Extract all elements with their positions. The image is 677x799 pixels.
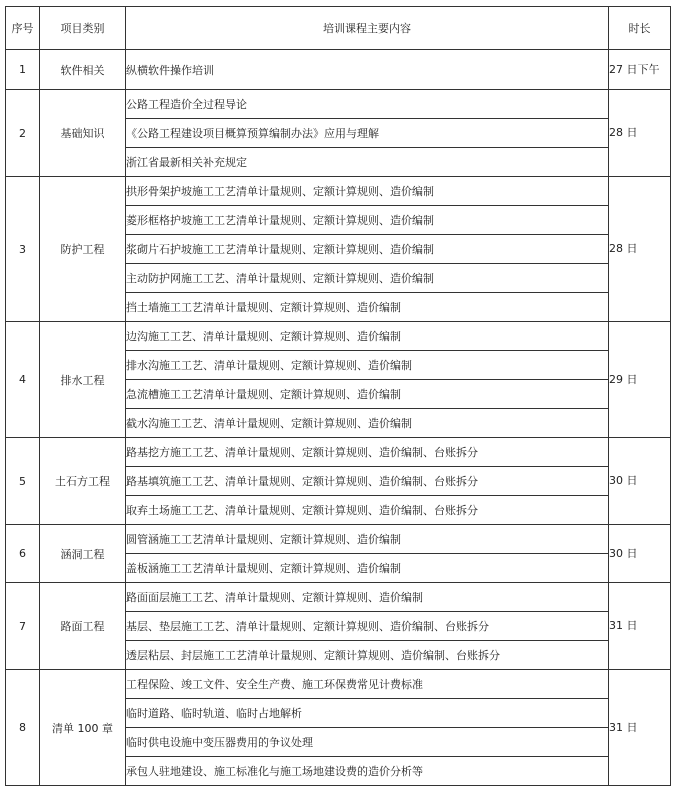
course-item: 排水沟施工工艺、清单计量规则、定额计算规则、造价编制 — [126, 351, 609, 380]
course-item: 边沟施工工艺、清单计量规则、定额计算规则、造价编制 — [126, 322, 609, 351]
header-row — [6, 7, 671, 50]
course-item: 公路工程造价全过程导论 — [126, 90, 609, 119]
group-index: 6 — [6, 525, 40, 583]
course-item: 挡土墙施工工艺清单计量规则、定额计算规则、造价编制 — [126, 293, 609, 322]
table-row — [6, 322, 671, 351]
table-row — [6, 177, 671, 206]
group-index: 1 — [6, 50, 40, 90]
header-index — [6, 7, 40, 50]
group-duration: 31 日 — [609, 670, 671, 786]
group-duration: 31 日 — [609, 583, 671, 670]
course-item: 浙江省最新相关补充规定 — [126, 148, 609, 177]
group-5 — [6, 438, 671, 525]
course-item: 取弃土场施工工艺、清单计量规则、定额计算规则、造价编制、台账拆分 — [126, 496, 609, 525]
group-category: 防护工程 — [40, 177, 126, 322]
course-item: 临时供电设施中变压器费用的争议处理 — [126, 728, 609, 757]
group-category: 基础知识 — [40, 90, 126, 177]
table-row — [6, 438, 671, 467]
group-index: 4 — [6, 322, 40, 438]
header-index-label: 序号 — [11, 21, 34, 35]
group-3 — [6, 177, 671, 322]
course-item: 基层、垫层施工工艺、清单计量规则、定额计算规则、造价编制、台账拆分 — [126, 612, 609, 641]
table-row — [6, 525, 671, 554]
header-content: 培训课程主要内容 — [126, 7, 609, 50]
group-category: 路面工程 — [40, 583, 126, 670]
group-category: 涵洞工程 — [40, 525, 126, 583]
group-index: 2 — [6, 90, 40, 177]
group-duration: 30 日 — [609, 525, 671, 583]
course-item: 路基挖方施工工艺、清单计量规则、定额计算规则、造价编制、台账拆分 — [126, 438, 609, 467]
group-duration: 28 日 — [609, 90, 671, 177]
group-index: 7 — [6, 583, 40, 670]
group-category: 软件相关 — [40, 50, 126, 90]
group-7 — [6, 583, 671, 670]
header-category: 项目类别 — [40, 7, 126, 50]
course-item: 浆砌片石护坡施工工艺清单计量规则、定额计算规则、造价编制 — [126, 235, 609, 264]
group-duration: 27 日下午 — [609, 50, 671, 90]
course-item: 圆管涵施工工艺清单计量规则、定额计算规则、造价编制 — [126, 525, 609, 554]
group-1 — [6, 50, 671, 90]
course-item: 主动防护网施工工艺、清单计量规则、定额计算规则、造价编制 — [126, 264, 609, 293]
group-4 — [6, 322, 671, 438]
group-index: 5 — [6, 438, 40, 525]
table-row — [6, 50, 671, 90]
group-category: 土石方工程 — [40, 438, 126, 525]
course-item: 路面面层施工工艺、清单计量规则、定额计算规则、造价编制 — [126, 583, 609, 612]
table-row — [6, 670, 671, 699]
group-index: 8 — [6, 670, 40, 786]
group-8 — [6, 670, 671, 786]
group-duration: 29 日 — [609, 322, 671, 438]
table-row — [6, 583, 671, 612]
group-2 — [6, 90, 671, 177]
group-duration: 30 日 — [609, 438, 671, 525]
course-item: 急流槽施工工艺清单计量规则、定额计算规则、造价编制 — [126, 380, 609, 409]
course-item: 临时道路、临时轨道、临时占地解析 — [126, 699, 609, 728]
training-schedule-table — [5, 6, 671, 786]
course-item: 截水沟施工工艺、清单计量规则、定额计算规则、造价编制 — [126, 409, 609, 438]
group-index: 3 — [6, 177, 40, 322]
course-item: 《公路工程建设项目概算预算编制办法》应用与理解 — [126, 119, 609, 148]
course-item: 承包人驻地建设、施工标准化与施工场地建设费的造价分析等 — [126, 757, 609, 786]
course-item: 盖板涵施工工艺清单计量规则、定额计算规则、造价编制 — [126, 554, 609, 583]
header-duration: 时长 — [609, 7, 671, 50]
course-item: 纵横软件操作培训 — [126, 50, 609, 90]
group-duration: 28 日 — [609, 177, 671, 322]
course-item: 拱形骨架护坡施工工艺清单计量规则、定额计算规则、造价编制 — [126, 177, 609, 206]
course-item: 菱形框格护坡施工工艺清单计量规则、定额计算规则、造价编制 — [126, 206, 609, 235]
course-item: 路基填筑施工工艺、清单计量规则、定额计算规则、造价编制、台账拆分 — [126, 467, 609, 496]
group-6 — [6, 525, 671, 583]
table-row — [6, 90, 671, 119]
course-item: 透层粘层、封层施工工艺清单计量规则、定额计算规则、造价编制、台账拆分 — [126, 641, 609, 670]
course-item: 工程保险、竣工文件、安全生产费、施工环保费常见计费标准 — [126, 670, 609, 699]
group-category: 清单 100 章 — [40, 670, 126, 786]
group-category: 排水工程 — [40, 322, 126, 438]
